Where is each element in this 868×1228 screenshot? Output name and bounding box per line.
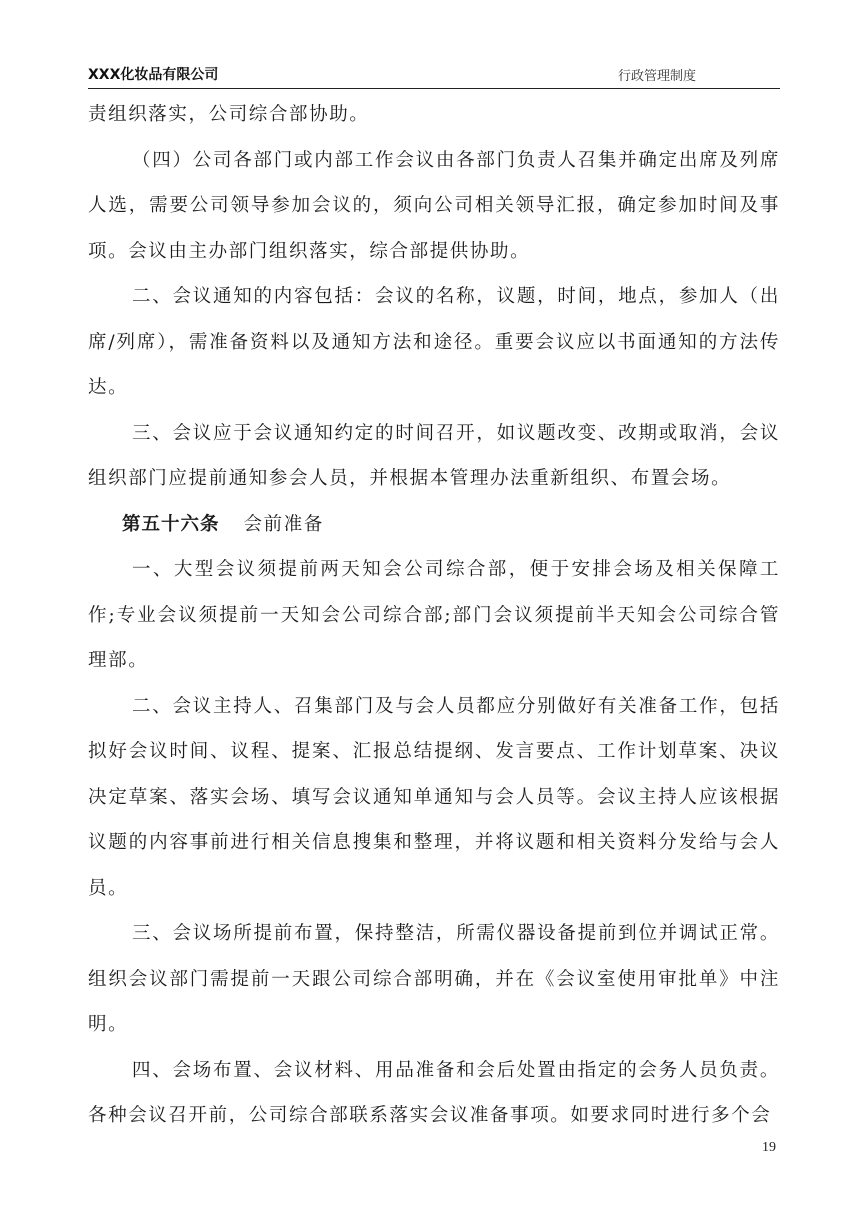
header-divider [88, 88, 780, 89]
paragraph: 一、大型会议须提前两天知会公司综合部，便于安排会场及相关保障工作;专业会议须提前一天知会公司综合部;部门会议须提前半天知会公司综合管理部。 [88, 559, 780, 671]
paragraph: 三、会议场所提前布置，保持整洁，所需仪器设备提前到位并调试正常。组织会议部门需提前一天跟公司综合部明确，并在《会议室使用审批单》中注明。 [88, 923, 780, 1035]
article-number: 第五十六条 [122, 513, 220, 535]
paragraph: 二、会议通知的内容包括：会议的名称，议题，时间，地点，参加人（出席/列席），需准备资料以及通知方法和途径。重要会议应以书面通知的方法传达。 [88, 286, 780, 398]
article-title: 会前准备 [243, 513, 324, 535]
page-number: 19 [762, 1140, 776, 1155]
paragraph: （四）公司各部门或内部工作会议由各部门负责人召集并确定出席及列席人选，需要公司领导参加会议的，须向公司相关领导汇报，确定参加时间及事项。会议由主办部门组织落实，综合部提供协助。 [88, 149, 780, 262]
paragraph: 三、会议应于会议通知约定的时间召开，如议题改变、改期或取消，会议组织部门应提前通知参会人员，并根据本管理办法重新组织、布置会场。 [88, 422, 780, 489]
article-heading [88, 502, 780, 548]
paragraph-continuation: 责组织落实，公司综合部协助。 [88, 104, 370, 125]
company-name: XXX化妆品有限公司 [88, 67, 219, 83]
paragraph: 四、会场布置、会议材料、用品准备和会后处置由指定的会务人员负责。各种会议召开前，公司综合部联系落实会议准备事项。如要求同时进行多个会 [88, 1059, 780, 1126]
paragraph: 二、会议主持人、召集部门及与会人员都应分别做好有关准备工作，包括拟好会议时间、议程、提案、汇报总结提纲、发言要点、工作计划草案、决议决定草案、落实会场、填写会议通知单通知与会人员等。会议主持人应该根据议题的内容事前进行相关信息搜集和整理，并将议题和相关资料分发给与会人员。 [88, 695, 780, 899]
page-header [88, 62, 780, 86]
document-body [88, 92, 780, 1139]
document-title: 行政管理制度 [618, 69, 697, 84]
